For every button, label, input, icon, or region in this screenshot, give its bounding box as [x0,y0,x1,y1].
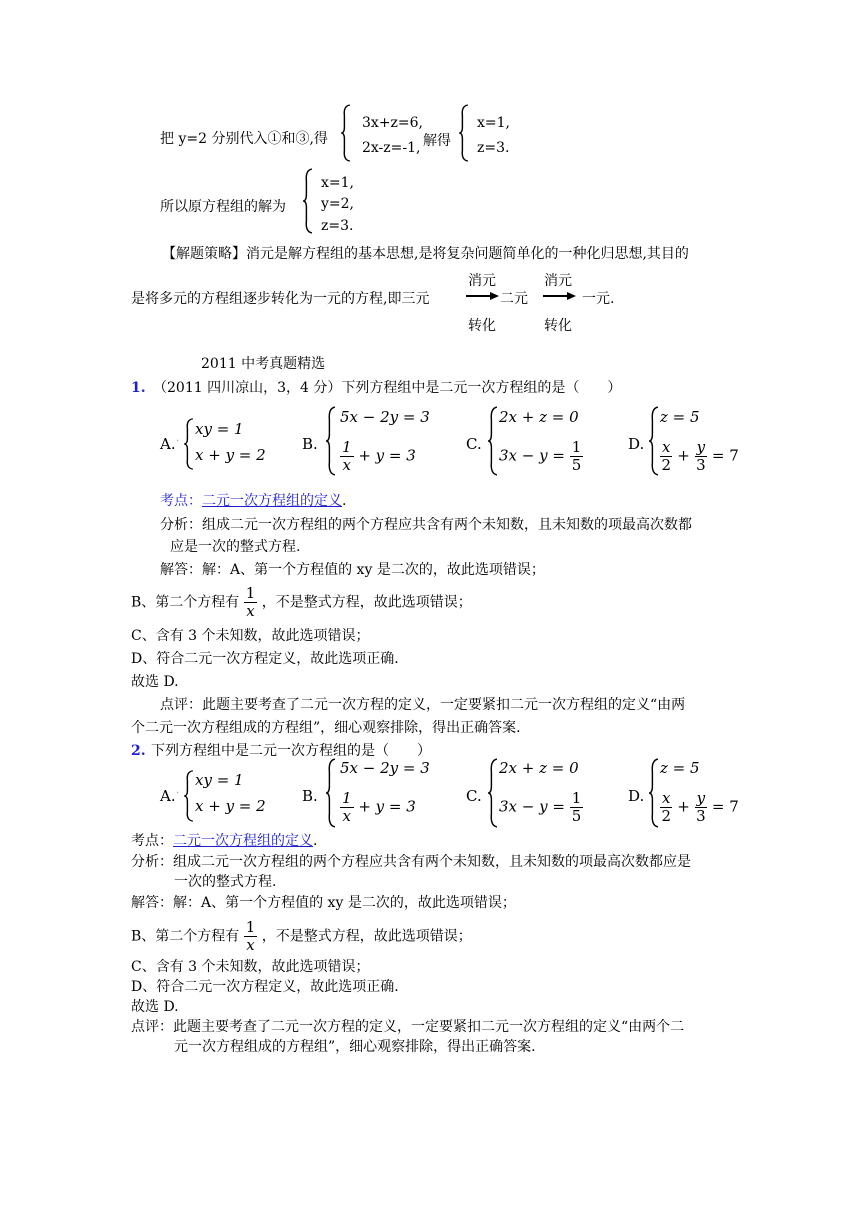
plus-sign: + [677,446,690,465]
left-brace [487,758,498,828]
question-number: 2. [131,743,146,759]
left-brace [458,104,469,162]
fraction-numerator: 1 [342,438,352,456]
left-brace [302,168,313,234]
fraction-numerator: y [696,438,706,456]
system-eq-1: 3x+z=6, [362,115,423,131]
arrow-icon [543,290,577,300]
system-eq-2: 2x-z=-1, [362,140,421,156]
answer-b-pre: B、第二个方程有 [131,594,240,611]
option-c-label: C. [466,435,482,453]
answer-line-d: D、符合二元一次方程定义，故此选项正确. [131,979,399,995]
strategy-line-1: 【解题策略】消元是解方程组的基本思想,是将复杂问题简单化的一种化归思想,其目的 [162,246,689,262]
option-d-eq2 [660,440,739,473]
option-b-eq2-rest: + y = 3 [358,446,416,465]
arrow-label-bottom: 转化 [468,318,496,334]
final-solution-y: y=2, [321,196,354,212]
strategy-line-2: 是将多元的方程组逐步转化为一元的方程,即三元 [131,291,430,307]
kaodian-end: . [342,493,347,509]
analysis-line-2: 一次的整式方程. [174,874,277,890]
fraction-numerator: 1 [245,918,256,936]
option-c-eq2 [499,791,583,824]
left-brace [325,406,336,476]
option-d-eq1: z = 5 [660,759,700,777]
fraction-numerator: x [662,438,671,456]
answer-line-c: C、含有 3 个未知数，故此选项错误； [131,959,370,975]
left-brace [183,770,194,822]
arrow-label-bottom: 转化 [544,318,572,334]
option-a-eq2: x + y = 2 [195,797,266,815]
question-text: （2011 四川凉山，3，4 分）下列方程组中是二元一次方程组的是（ ） [153,380,622,396]
strategy-end: 一元. [582,291,615,307]
marker-dot: · [176,436,180,447]
fraction-denominator: 5 [571,807,582,825]
left-brace [183,418,194,470]
fraction-denominator: x [342,456,351,474]
kaodian-label: 考点： [160,493,202,509]
kaodian-link[interactable]: 二元一次方程组的定义 [173,833,313,849]
solution-eq-1: x=1, [477,115,510,131]
option-d-label: D. [628,787,645,805]
question-text: 下列方程组中是二元一次方程组的是（ ） [151,743,431,759]
arrow-label-top: 消元 [468,273,496,289]
arrow-icon [466,290,500,300]
option-c-label: C. [466,787,482,805]
fraction-denominator: x [246,602,255,620]
option-b-label: B. [302,435,318,453]
fraction-denominator: x [246,936,255,954]
option-b-eq2 [340,440,416,473]
kaodian-line [131,834,317,848]
fraction-denominator: 2 [661,456,671,474]
option-b-eq1: 5x − 2y = 3 [340,759,430,777]
option-a-eq1: xy = 1 [195,420,244,438]
fraction-numerator: 1 [571,438,582,456]
answer-line-c: C、含有 3 个未知数，故此选项错误； [131,628,370,644]
analysis-line-1: 分析：组成二元一次方程组的两个方程应共含有两个未知数，且未知数的项最高次数都应是 [131,854,691,870]
solve-text: 解得 [423,133,451,149]
option-a-eq1: xy = 1 [195,771,244,789]
comment-line-2: 元一次方程组成的方程组”，细心观察排除，得出正确答案. [174,1039,536,1055]
kaodian-line [160,494,346,508]
substitution-text: 把 y=2 分别代入①和③,得 [160,131,328,147]
kaodian-link[interactable]: 二元一次方程组的定义 [202,493,342,509]
kaodian-end: . [313,833,318,849]
option-a-eq2: x + y = 2 [195,446,266,464]
option-d-eq2 [660,791,739,824]
solution-eq-2: z=3. [477,140,510,156]
option-d-eq2-rest: = 7 [711,446,739,465]
left-brace [648,406,659,476]
answer-line-a: 解答：解：A、第一个方程值的 xy 是二次的，故此选项错误； [131,895,516,911]
analysis-line-1: 分析：组成二元一次方程组的两个方程应共含有两个未知数，且未知数的项最高次数都 [160,517,692,533]
option-c-eq1: 2x + z = 0 [499,408,579,426]
fraction-numerator: 1 [571,789,582,807]
answer-line-d: D、符合二元一次方程定义，故此选项正确. [131,651,399,667]
answer-choice: 故选 D. [131,999,179,1015]
option-b-label: B. [302,787,318,805]
answer-line-b [131,920,472,953]
answer-line-a: 解答：解：A、第一个方程值的 xy 是二次的，故此选项错误； [160,562,545,578]
section-title: 2011 中考真题精选 [201,356,326,372]
option-c-eq1: 2x + z = 0 [499,759,579,777]
option-a-label: A. [160,435,176,453]
left-brace [648,758,659,828]
answer-choice: 故选 D. [131,674,179,690]
left-brace [487,406,498,476]
fraction-numerator: 1 [245,584,256,602]
option-c-eq2-pre: 3x − y = [499,446,565,465]
original-solution-text: 所以原方程组的解为 [160,199,286,215]
left-brace [340,104,351,162]
marker-dot: · [176,788,180,799]
left-brace [325,758,336,828]
kaodian-label: 考点： [131,833,173,849]
option-d-label: D. [628,435,645,453]
fraction-numerator: x [662,789,671,807]
comment-line-1: 点评：此题主要考查了二元一次方程的定义，一定要紧扣二元一次方程组的定义“由两 [160,697,686,713]
fraction-numerator: y [696,789,706,807]
plus-sign: + [677,797,690,816]
final-solution-x: x=1, [321,175,354,191]
fraction-denominator: x [342,807,351,825]
comment-line-2: 个二元一次方程组成的方程组”，细心观察排除，得出正确答案. [131,720,521,736]
option-b-eq1: 5x − 2y = 3 [340,408,430,426]
option-a-label: A. [160,787,176,805]
option-d-eq2-rest: = 7 [711,797,739,816]
answer-line-b [131,586,472,619]
strategy-mid: 二元 [500,291,528,307]
final-solution-z: z=3. [321,218,354,234]
answer-b-pre: B、第二个方程有 [131,928,240,945]
fraction-denominator: 3 [696,456,706,474]
fraction-denominator: 3 [696,807,706,825]
fraction-denominator: 2 [661,807,671,825]
comment-line-1: 点评：此题主要考查了二元一次方程的定义，一定要紧扣二元一次方程组的定义“由两个二 [131,1019,685,1035]
fraction-numerator: 1 [342,789,352,807]
option-d-eq1: z = 5 [660,408,700,426]
fraction-denominator: 5 [571,456,582,474]
option-c-eq2 [499,440,583,473]
arrow-label-top: 消元 [544,273,572,289]
question-number: 1. [131,380,146,396]
analysis-line-2: 应是一次的整式方程. [170,539,301,555]
option-b-eq2 [340,791,416,824]
option-b-eq2-rest: + y = 3 [358,797,416,816]
option-c-eq2-pre: 3x − y = [499,797,565,816]
answer-b-post: ，不是整式方程，故此选项错误； [261,928,472,945]
answer-b-post: ，不是整式方程，故此选项错误； [261,594,472,611]
